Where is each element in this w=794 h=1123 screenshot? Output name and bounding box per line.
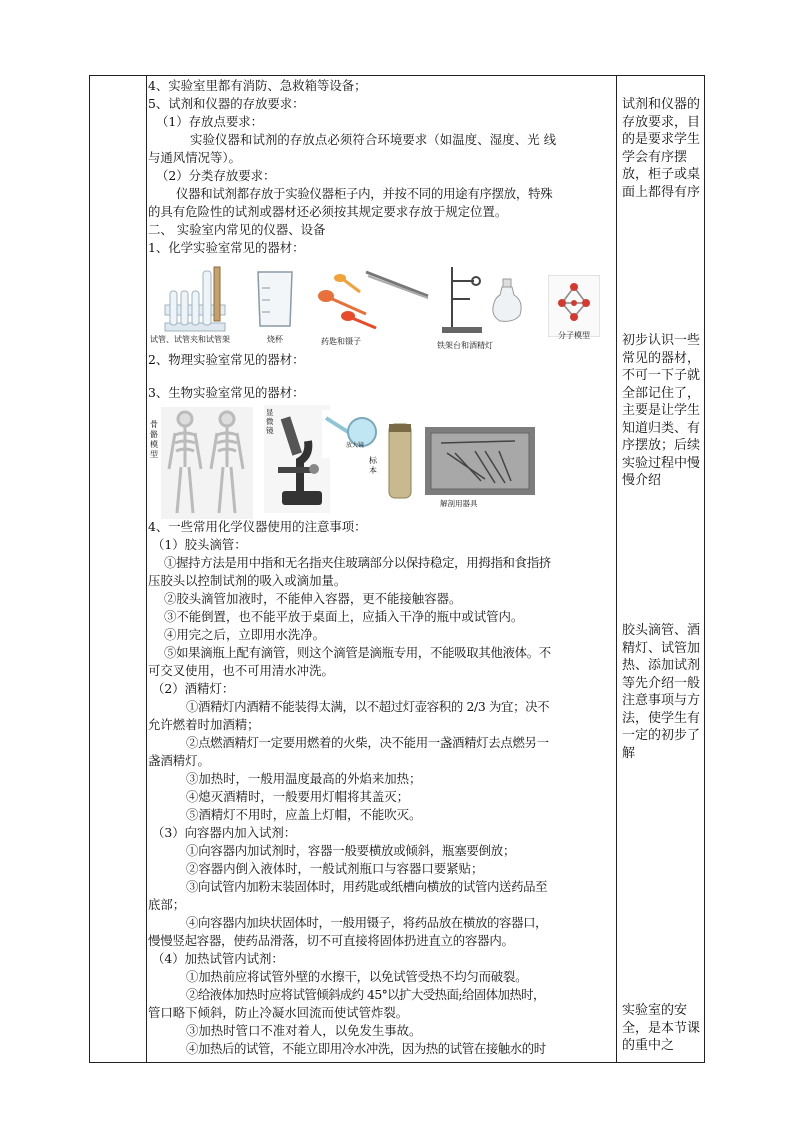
text-line: ④熄灭酒精时，一般要用灯帽将其盖灭； [186, 789, 410, 804]
text-line: ⑤如果滴瓶上配有滴管，则这个滴管是滴瓶专用，不能吸取其他液体。不 [164, 645, 551, 660]
text-line: 的具有危险性的试剂或器材还必须按其规定要求存放于规定位置。 [148, 204, 508, 219]
caption-dissection: 解剖用器具 [440, 499, 478, 508]
text-line: ②给液体加热时应将试管倾斜成约 45°以扩大受热面;给固体加热时， [186, 987, 545, 1002]
text-line: 1、化学实验室常见的器材： [148, 240, 305, 255]
spoon-and-tweezers-image [316, 270, 432, 338]
iron-stand-and-lamp-image [440, 265, 528, 341]
text-line: 仪器和试剂都存放于实验仪器柜子内，并按不同的用途有序摆放，特殊 [176, 186, 553, 201]
dissection-tools-image [425, 427, 535, 499]
test-tube-rack-image [162, 265, 228, 337]
text-line: （1）胶头滴管： [152, 537, 247, 552]
text-line: 盏酒精灯。 [148, 753, 210, 768]
text-line: 4、实验室里都有消防、急救箱等设备； [148, 78, 367, 93]
text-line-physics: 2、物理实验室常见的器材： [148, 352, 305, 367]
text-line: ③向试管内加粉末装固体时，用药匙或纸槽向横放的试管内送药品至 [186, 879, 548, 894]
side-note-text: 实验室的安全，是本节课的重中之 [622, 1003, 701, 1053]
side-note-text: 初步认识一些常见的器材，不可一下子就全部记住了，主要是让学生知道归类、有序摆放；后续实验过程中慢慢介绍 [622, 333, 701, 488]
text-line: 5、试剂和仪器的存放要求： [148, 96, 305, 111]
text-line: ④向容器内加块状固体时，一般用镊子，将药品放在横放的容器口， [186, 915, 548, 930]
text-line: ②胶头滴管加液时，不能伸入容器，更不能接触容器。 [164, 591, 462, 606]
caption-test-tube: 试管、试管夹和试管架 [150, 335, 230, 344]
side-note-text: 试剂和仪器的存放要求，目的是要求学生学会有序摆放，柜子或桌面上都得有序 [622, 97, 701, 200]
text-line: （2）酒精灯： [152, 681, 235, 696]
text-line: 压胶头以控制试剂的吸入或滴加量。 [148, 573, 347, 588]
text-line: 慢慢竖起容器，使药品滑落，切不可直接将固体扔进直立的容器内。 [148, 933, 514, 948]
text-line: ①向容器内加试剂时，容器一般要横放或倾斜，瓶塞要倒放； [186, 843, 516, 858]
caption-spoon-tweezers: 药匙和镊子 [321, 337, 361, 346]
caption-beaker: 烧杯 [267, 335, 283, 344]
text-line: ③加热时管口不准对着人，以免发生事故。 [186, 1023, 422, 1038]
text-line-bio: 3、生物实验室常见的器材： [148, 385, 305, 400]
beaker-image [252, 268, 298, 334]
side-note-storage [622, 96, 700, 201]
caption-microscope: 显微镜 [266, 408, 274, 435]
text-line: ①加热前应将试管外壁的水擦干，以免试管受热不均匀而破裂。 [186, 969, 528, 984]
skeleton-image [161, 407, 253, 523]
caption-skeleton: 骨骼模型 [150, 420, 158, 459]
text-line: 4、一些常用化学仪器使用的注意事项： [148, 519, 367, 534]
side-note-equipment [622, 332, 700, 490]
caption-molecule-model: 分子模型 [558, 331, 590, 340]
text-line: ⑤酒精灯不用时，应盖上灯帽，不能吹灭。 [186, 807, 422, 822]
text-line: 底部； [148, 897, 186, 912]
text-line: ②点燃酒精灯一定要用燃着的火柴，决不能用一盏酒精灯去点燃另一 [186, 735, 549, 750]
text-line: 二、 实验室内常见的仪器、设备 [148, 222, 326, 237]
text-line: ①握持方法是用中指和无名指夹住玻璃部分以保持稳定，用拇指和食指挤 [164, 555, 551, 570]
text-line: （1）存放点要求： [156, 114, 264, 129]
caption-magnifier: 放大镜 [346, 442, 365, 449]
text-line: 实验仪器和试剂的存放点必须符合环境要求（如温度、湿度、光 线 [190, 132, 557, 147]
text-line: ②容器内倒入液体时，一般试剂瓶口与容器口要紧贴； [186, 861, 484, 876]
text-line: （3）向容器内加入试剂： [152, 825, 297, 840]
text-line: 管口略下倾斜，防止冷凝水回流而使试管炸裂。 [148, 1005, 409, 1020]
text-line: 与通风情况等）。 [148, 150, 241, 165]
magnifier-image [322, 410, 380, 462]
text-line: 可交叉使用，也不可用清水冲洗。 [148, 663, 334, 678]
specimen-jar-image [385, 420, 415, 506]
column-divider-1 [146, 76, 147, 1062]
caption-specimen: 标本 [369, 456, 377, 475]
side-note-text: 胶头滴管、酒精灯、试管加热、添加试剂等先介绍一般注意事项与方法，使学生有一定的初步了解 [622, 623, 701, 761]
text-line: （2）分类存放要求： [156, 168, 276, 183]
text-line: ③加热时，一般用温度最高的外焰来加热； [186, 771, 422, 786]
side-note-methods [622, 622, 700, 762]
side-note-safety [622, 1002, 700, 1055]
text-line: ①酒精灯内酒精不能装得太满，以不超过灯壶容积的 2/3 为宜；决不 [186, 699, 550, 714]
text-line: ④用完之后，立即用水洗净。 [164, 627, 326, 642]
caption-iron-stand: 铁架台和酒精灯 [437, 341, 493, 350]
text-line: （4）加热试管内试剂： [152, 951, 284, 966]
text-line: 允许燃着时加酒精； [148, 717, 260, 732]
text-line: ③不能倒置，也不能平放于桌面上，应插入干净的瓶中或试管内。 [164, 609, 524, 624]
text-line: ④加热后的试管，不能立即用冷水冲洗，因为热的试管在接触水的时 [186, 1041, 546, 1056]
